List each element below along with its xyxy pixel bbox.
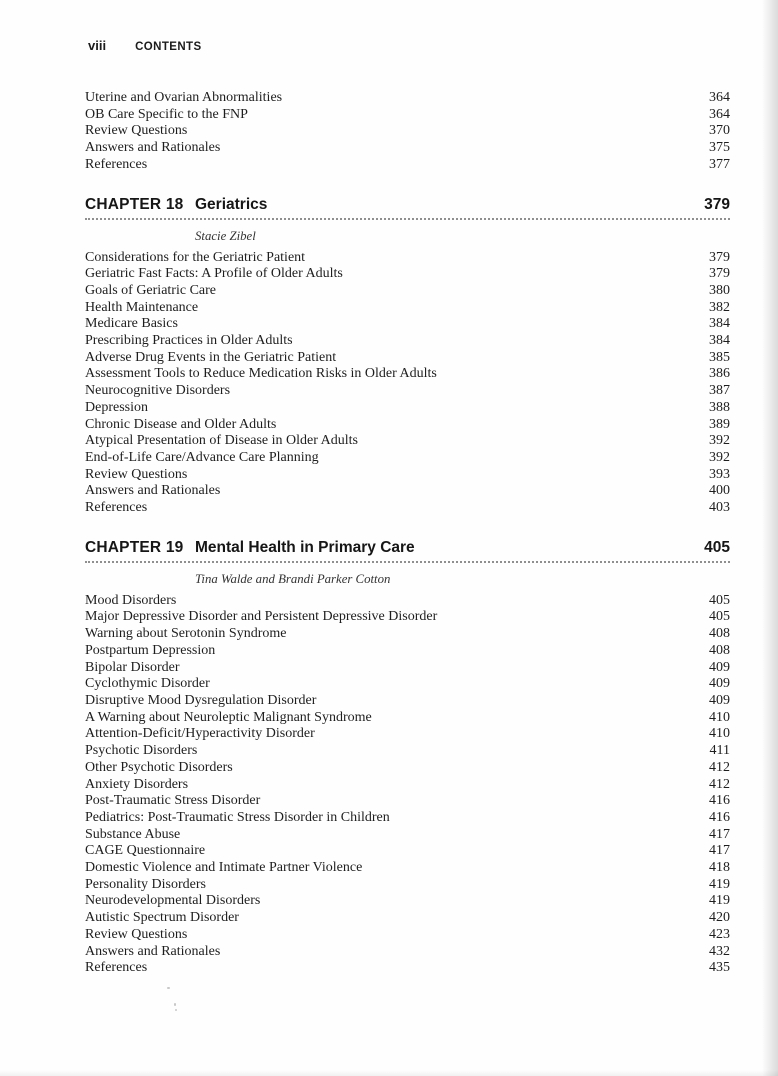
toc-entry-title: Review Questions	[85, 466, 188, 482]
toc-entry-page-number: 384	[709, 316, 730, 332]
toc-entry-page-number: 393	[709, 466, 730, 482]
toc-entry-row	[85, 107, 730, 124]
chapter-19-authors: Tina Walde and Brandi Parker Cotton	[195, 571, 391, 586]
toc-entry-page-number: 423	[709, 926, 730, 942]
toc-entry-title: Attention-Deficit/Hyperactivity Disorder	[85, 726, 315, 742]
toc-entry-title: Answers and Rationales	[85, 140, 221, 156]
toc-entry-title: Review Questions	[85, 123, 188, 139]
toc-entry-row	[85, 743, 730, 760]
toc-entry-title: Autistic Spectrum Disorder	[85, 910, 239, 926]
toc-entry-page-number: 392	[709, 449, 730, 465]
toc-entry-row	[85, 710, 730, 727]
toc-entry-page-number: 412	[709, 759, 730, 775]
toc-entry-page-number: 403	[709, 500, 730, 516]
toc-entry-title: Cyclothymic Disorder	[85, 676, 210, 692]
toc-entry-title: Goals of Geriatric Care	[85, 282, 216, 298]
chapter-18-title: Geriatrics	[195, 195, 268, 213]
chapter-18-authors: Stacie Zibel	[195, 228, 256, 243]
chapter-18-heading	[85, 195, 730, 214]
toc-entry-title: References	[85, 500, 148, 516]
chapter-19-entries	[85, 593, 730, 977]
toc-entry-row	[85, 250, 730, 267]
toc-entry-page-number: 408	[709, 642, 730, 658]
toc-entry-title: Anxiety Disorders	[85, 776, 189, 792]
chapter-19-label: CHAPTER 19	[85, 538, 184, 556]
toc-entry-title: Health Maintenance	[85, 299, 199, 315]
toc-entry-title: Depression	[85, 399, 148, 415]
toc-entry-title: A Warning about Neuroleptic Malignant Syndrome	[85, 709, 372, 725]
toc-entry-page-number: 380	[709, 282, 730, 298]
chapter-18-section	[85, 195, 730, 517]
toc-entry-title: Considerations for the Geriatric Patient	[85, 249, 306, 265]
toc-entry-page-number: 388	[709, 399, 730, 415]
chapter-18-page-number: 379	[704, 195, 730, 213]
toc-entry-title: Prescribing Practices in Older Adults	[85, 333, 293, 349]
toc-entry-row	[85, 609, 730, 626]
toc-entry-page-number: 435	[709, 960, 730, 976]
toc-entry-title: Other Psychotic Disorders	[85, 759, 233, 775]
toc-entry-title: Assessment Tools to Reduce Medication Risks in Older Adults	[85, 366, 437, 382]
toc-entry-page-number: 417	[709, 826, 730, 842]
toc-entry-page-number: 385	[709, 349, 730, 365]
toc-entry-page-number: 379	[709, 249, 730, 265]
toc-entry-row	[85, 860, 730, 877]
toc-entry-title: Domestic Violence and Intimate Partner Violence	[85, 860, 363, 876]
toc-entry-page-number: 382	[709, 299, 730, 315]
toc-entry-title: End-of-Life Care/Advance Care Planning	[85, 449, 319, 465]
toc-entry-row	[85, 283, 730, 300]
toc-entry-row	[85, 350, 730, 367]
toc-entry-row	[85, 593, 730, 610]
toc-entry-page-number: 420	[709, 910, 730, 926]
toc-content	[85, 88, 730, 977]
toc-entry-title: Adverse Drug Events in the Geriatric Patient	[85, 349, 337, 365]
toc-entry-title: Uterine and Ovarian Abnormalities	[85, 90, 283, 105]
dotted-rule	[85, 218, 730, 220]
chapter-19-heading	[85, 538, 730, 557]
toc-entry-title: Personality Disorders	[85, 876, 206, 892]
toc-entry-title: Post-Traumatic Stress Disorder	[85, 793, 261, 809]
toc-entry-row	[85, 676, 730, 693]
toc-entry-title: Medicare Basics	[85, 316, 178, 332]
toc-entry-page-number: 364	[709, 106, 730, 122]
toc-entry-page-number: 409	[709, 659, 730, 675]
toc-entry-row	[85, 483, 730, 500]
toc-entry-title: Mood Disorders	[85, 592, 177, 608]
toc-entry-page-number: 384	[709, 333, 730, 349]
toc-entry-title: Geriatric Fast Facts: A Profile of Older Adults	[85, 266, 343, 282]
toc-entry-row	[85, 300, 730, 317]
toc-entry-row	[85, 893, 730, 910]
scan-edge-shadow-bottom	[0, 1070, 778, 1076]
toc-entry-row	[85, 944, 730, 961]
toc-entry-page-number: 375	[709, 140, 730, 156]
chapter-18-entries	[85, 250, 730, 517]
toc-entry-title: Answers and Rationales	[85, 943, 221, 959]
toc-entry-row	[85, 910, 730, 927]
toc-entry-title: CAGE Questionnaire	[85, 843, 206, 859]
chapter-19-section	[85, 538, 730, 977]
toc-entry-title: Answers and Rationales	[85, 483, 221, 499]
toc-entry-row	[85, 777, 730, 794]
toc-entry-title: OB Care Specific to the FNP	[85, 106, 248, 122]
page-folio: viii	[88, 38, 107, 53]
chapter-19-title: Mental Health in Primary Care	[195, 538, 415, 556]
toc-entry-page-number: 364	[709, 90, 730, 105]
toc-entry-title: Bipolar Disorder	[85, 659, 180, 675]
toc-entry-page-number: 377	[709, 156, 730, 172]
toc-entry-row	[85, 827, 730, 844]
toc-entry-row	[85, 467, 730, 484]
toc-entry-row	[85, 693, 730, 710]
toc-entry-title: Review Questions	[85, 926, 188, 942]
dotted-rule	[85, 561, 730, 563]
toc-entry-page-number: 386	[709, 366, 730, 382]
toc-entry-row	[85, 500, 730, 517]
scan-speckle	[174, 1003, 176, 1006]
toc-entry-page-number: 392	[709, 433, 730, 449]
toc-entry-row	[85, 877, 730, 894]
toc-entry-title: Atypical Presentation of Disease in Older Adults	[85, 433, 358, 449]
toc-entry-page-number: 432	[709, 943, 730, 959]
toc-entry-page-number: 419	[709, 876, 730, 892]
toc-entry-title: Substance Abuse	[85, 826, 181, 842]
toc-entry-title: References	[85, 960, 148, 976]
toc-entry-row	[85, 960, 730, 977]
toc-entry-row	[85, 626, 730, 643]
toc-entry-page-number: 417	[709, 843, 730, 859]
toc-entry-row	[85, 123, 730, 140]
toc-entry-row	[85, 333, 730, 350]
toc-entry-page-number: 416	[709, 793, 730, 809]
toc-entry-row	[85, 400, 730, 417]
toc-entry-page-number: 389	[709, 416, 730, 432]
toc-entry-row	[85, 643, 730, 660]
toc-entry-page-number: 387	[709, 383, 730, 399]
toc-entry-title: Postpartum Depression	[85, 642, 216, 658]
scan-edge-shadow	[762, 0, 778, 1076]
running-head	[88, 38, 202, 53]
toc-entry-page-number: 411	[709, 743, 730, 759]
toc-entry-row	[85, 316, 730, 333]
toc-entry-row	[85, 793, 730, 810]
toc-entry-page-number: 418	[709, 860, 730, 876]
toc-entry-title: Major Depressive Disorder and Persistent Depressive Disorder	[85, 609, 438, 625]
toc-entry-row	[85, 843, 730, 860]
toc-entry-page-number: 370	[709, 123, 730, 139]
toc-entry-page-number: 408	[709, 626, 730, 642]
running-head-title: CONTENTS	[135, 41, 202, 53]
toc-entry-row	[85, 927, 730, 944]
toc-entry-page-number: 410	[709, 726, 730, 742]
scan-speckle	[175, 1009, 177, 1011]
toc-entry-title: Chronic Disease and Older Adults	[85, 416, 277, 432]
toc-entry-row	[85, 450, 730, 467]
toc-entry-page-number: 405	[709, 609, 730, 625]
toc-entry-page-number: 412	[709, 776, 730, 792]
toc-entry-row	[85, 760, 730, 777]
scan-speckle	[167, 987, 170, 989]
toc-entry-title: Pediatrics: Post-Traumatic Stress Disorder in Children	[85, 809, 390, 825]
toc-entry-page-number: 379	[709, 266, 730, 282]
chapter-19-page-number: 405	[704, 538, 730, 556]
toc-entry-title: Psychotic Disorders	[85, 743, 198, 759]
toc-entry-row	[85, 660, 730, 677]
toc-entry-row	[85, 140, 730, 157]
toc-entry-page-number: 410	[709, 709, 730, 725]
toc-entry-row	[85, 90, 730, 107]
toc-entry-row	[85, 266, 730, 283]
toc-entry-row	[85, 417, 730, 434]
toc-entry-page-number: 400	[709, 483, 730, 499]
toc-entry-title: Neurodevelopmental Disorders	[85, 893, 261, 909]
toc-continuation-entries	[85, 90, 730, 174]
chapter-18-label: CHAPTER 18	[85, 195, 184, 213]
toc-entry-title: Neurocognitive Disorders	[85, 383, 231, 399]
toc-entry-title: Disruptive Mood Dysregulation Disorder	[85, 692, 317, 708]
toc-entry-page-number: 409	[709, 676, 730, 692]
toc-entry-row	[85, 810, 730, 827]
toc-entry-page-number: 416	[709, 809, 730, 825]
toc-entry-page-number: 419	[709, 893, 730, 909]
toc-entry-row	[85, 726, 730, 743]
toc-entry-title: Warning about Serotonin Syndrome	[85, 626, 287, 642]
toc-entry-page-number: 405	[709, 592, 730, 608]
toc-entry-row	[85, 383, 730, 400]
toc-entry-row	[85, 366, 730, 383]
toc-entry-row	[85, 157, 730, 174]
toc-entry-row	[85, 433, 730, 450]
toc-entry-title: References	[85, 156, 148, 172]
toc-entry-page-number: 409	[709, 692, 730, 708]
